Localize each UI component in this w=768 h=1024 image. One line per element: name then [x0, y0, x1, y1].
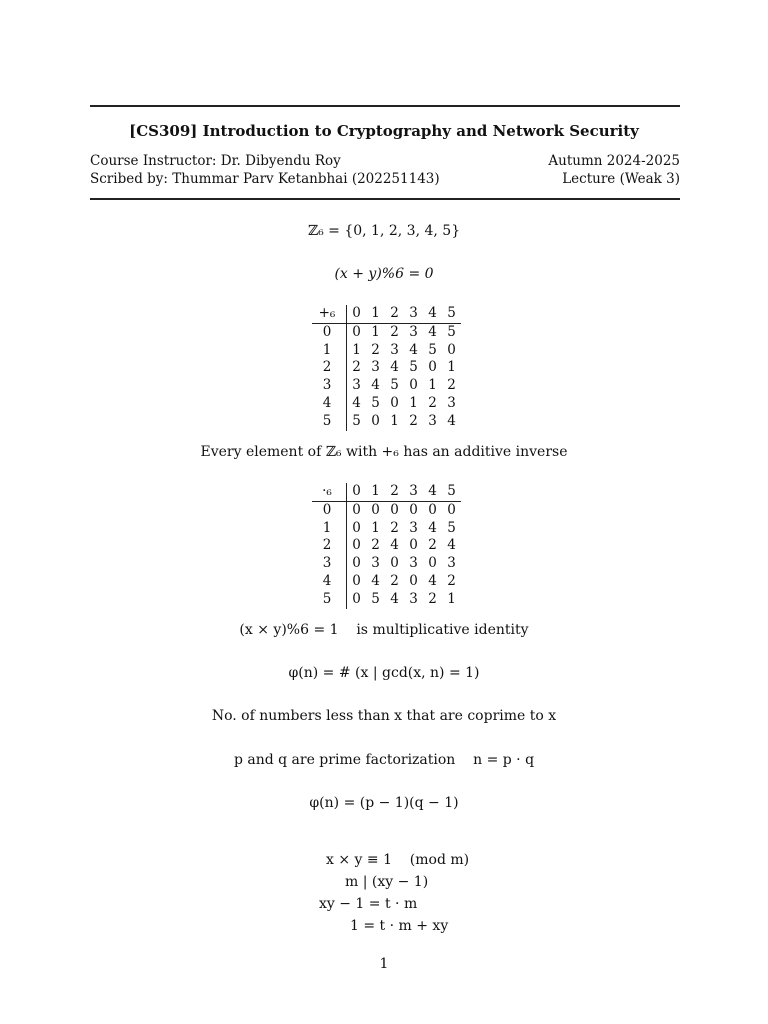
table-cell: 0 — [371, 412, 380, 429]
table-cell: 0 — [352, 519, 361, 536]
table-col-header: 0 — [347, 483, 367, 501]
table-cell: 0 — [352, 537, 361, 554]
table-row — [312, 555, 461, 573]
table-cell: 0 — [352, 501, 361, 518]
table-cell: 0 — [409, 501, 418, 518]
table-cell: 0 — [352, 572, 361, 589]
table-cell: 4 — [428, 572, 437, 589]
table-col-header: 5 — [442, 305, 461, 323]
table-cell: 1 — [428, 377, 437, 394]
table-col-header: 1 — [366, 305, 385, 323]
table-cell: 0 — [428, 359, 437, 376]
addition-table-header — [312, 305, 461, 323]
table-col-header: 4 — [423, 305, 442, 323]
table-cell: 5 — [352, 412, 361, 429]
table-col-header: 2 — [385, 483, 404, 501]
table-cell: 4 — [390, 359, 399, 376]
table-row — [312, 377, 461, 395]
table-row — [312, 359, 461, 377]
table-cell: 3 — [428, 412, 437, 429]
table-cell: 3 — [352, 377, 361, 394]
table-col-header: 5 — [442, 483, 461, 501]
row-header: 4 — [312, 395, 347, 413]
derivation-line: m | (xy − 1) — [345, 874, 429, 890]
table-col-header: 1 — [366, 483, 385, 501]
table-cell: 4 — [447, 412, 456, 429]
table-cell: 0 — [352, 590, 361, 607]
table-cell: 4 — [390, 537, 399, 554]
table-cell: 0 — [447, 501, 456, 518]
phi-definition: φ(n) = # (x | gcd(x, n) = 1) — [288, 665, 480, 681]
table-op-label: +₆ — [312, 305, 347, 323]
table-cell: 3 — [409, 555, 418, 572]
table-cell: 3 — [371, 359, 380, 376]
table-cell: 2 — [371, 341, 380, 358]
table-cell: 0 — [409, 537, 418, 554]
table-cell: 1 — [352, 341, 361, 358]
row-header: 5 — [312, 591, 347, 609]
row-header: 0 — [312, 323, 347, 341]
row-header: 4 — [312, 573, 347, 591]
table-cell: 3 — [409, 519, 418, 536]
table-op-label: ·₆ — [312, 483, 347, 501]
table-cell: 5 — [371, 590, 380, 607]
table-col-header: 4 — [423, 483, 442, 501]
table-row — [312, 501, 461, 519]
table-cell: 1 — [447, 590, 456, 607]
table-cell: 3 — [447, 555, 456, 572]
table-cell: 4 — [390, 590, 399, 607]
table-col-header: 0 — [347, 305, 367, 323]
additive-inverse-text: Every element of ℤ₆ with +₆ has an additive inverse — [200, 444, 568, 460]
row-header: 0 — [312, 501, 347, 519]
table-col-header: 3 — [404, 305, 423, 323]
table-cell: 0 — [390, 394, 399, 411]
row-header: 5 — [312, 413, 347, 431]
row-header: 2 — [312, 359, 347, 377]
table-row — [312, 573, 461, 591]
table-cell: 0 — [409, 572, 418, 589]
prime-factorization-text: p and q are prime factorization n = p · q — [233, 752, 535, 768]
table-cell: 1 — [447, 359, 456, 376]
table-cell: 5 — [447, 519, 456, 536]
table-row — [312, 591, 461, 609]
table-cell: 4 — [428, 519, 437, 536]
derivation-line: 1 = t · m + xy — [350, 918, 449, 934]
table-cell: 2 — [390, 323, 399, 340]
table-cell: 0 — [352, 555, 361, 572]
phi-formula: φ(n) = (p − 1)(q − 1) — [309, 795, 459, 811]
table-row — [312, 395, 461, 413]
table-cell: 0 — [352, 323, 361, 340]
row-header: 2 — [312, 537, 347, 555]
table-cell: 4 — [352, 394, 361, 411]
multiplicative-identity-text: (x × y)%6 = 1 is multiplicative identity — [239, 622, 529, 638]
table-cell: 5 — [390, 377, 399, 394]
table-cell: 0 — [428, 555, 437, 572]
table-cell: 1 — [371, 519, 380, 536]
table-cell: 5 — [447, 323, 456, 340]
table-row — [312, 520, 461, 538]
table-cell: 0 — [371, 501, 380, 518]
table-cell: 2 — [390, 572, 399, 589]
addition-table — [312, 305, 461, 431]
lecture-line: Lecture (Weak 3) — [562, 171, 680, 187]
table-cell: 4 — [371, 377, 380, 394]
multiplication-table-header — [312, 483, 461, 501]
table-cell: 2 — [371, 537, 380, 554]
row-header: 3 — [312, 377, 347, 395]
table-cell: 0 — [428, 501, 437, 518]
table-cell: 4 — [428, 323, 437, 340]
instructor-line: Course Instructor: Dr. Dibyendu Roy — [90, 153, 341, 169]
table-cell: 0 — [409, 377, 418, 394]
table-row — [312, 323, 461, 341]
derivation-line: xy − 1 = t · m — [319, 896, 418, 912]
table-cell: 3 — [390, 341, 399, 358]
set-definition: ℤ₆ = {0, 1, 2, 3, 4, 5} — [307, 223, 461, 239]
table-cell: 3 — [447, 394, 456, 411]
table-cell: 2 — [428, 590, 437, 607]
derivation-line: x × y ≡ 1 (mod m) — [326, 852, 470, 868]
phi-description: No. of numbers less than x that are coprime to x — [211, 708, 557, 724]
table-cell: 2 — [447, 377, 456, 394]
page-title: [CS309] Introduction to Cryptography and Network Security — [129, 122, 639, 140]
top-rule — [90, 105, 680, 107]
table-cell: 4 — [409, 341, 418, 358]
table-cell: 5 — [409, 359, 418, 376]
table-cell: 2 — [428, 537, 437, 554]
table-cell: 3 — [409, 590, 418, 607]
table-cell: 2 — [409, 412, 418, 429]
table-cell: 4 — [371, 572, 380, 589]
table-cell: 5 — [428, 341, 437, 358]
table-cell: 5 — [371, 394, 380, 411]
table-cell: 2 — [390, 519, 399, 536]
table-col-header: 2 — [385, 305, 404, 323]
table-cell: 0 — [390, 501, 399, 518]
header-rule — [90, 198, 680, 200]
scribe-line: Scribed by: Thummar Parv Ketanbhai (202251143) — [90, 171, 440, 187]
table-cell: 0 — [390, 555, 399, 572]
table-cell: 1 — [390, 412, 399, 429]
row-header: 1 — [312, 520, 347, 538]
table-cell: 2 — [428, 394, 437, 411]
table-cell: 2 — [447, 572, 456, 589]
row-header: 3 — [312, 555, 347, 573]
table-cell: 0 — [447, 341, 456, 358]
table-cell: 3 — [409, 323, 418, 340]
table-cell: 3 — [371, 555, 380, 572]
table-col-header: 3 — [404, 483, 423, 501]
table-cell: 1 — [409, 394, 418, 411]
addition-equation: (x + y)%6 = 0 — [334, 266, 434, 282]
table-row — [312, 537, 461, 555]
term-line: Autumn 2024-2025 — [548, 153, 680, 169]
table-cell: 1 — [371, 323, 380, 340]
table-row — [312, 413, 461, 431]
table-row — [312, 342, 461, 360]
page-number: 1 — [379, 956, 389, 972]
multiplication-table — [312, 483, 461, 609]
row-header: 1 — [312, 342, 347, 360]
table-cell: 4 — [447, 537, 456, 554]
table-cell: 2 — [352, 359, 361, 376]
